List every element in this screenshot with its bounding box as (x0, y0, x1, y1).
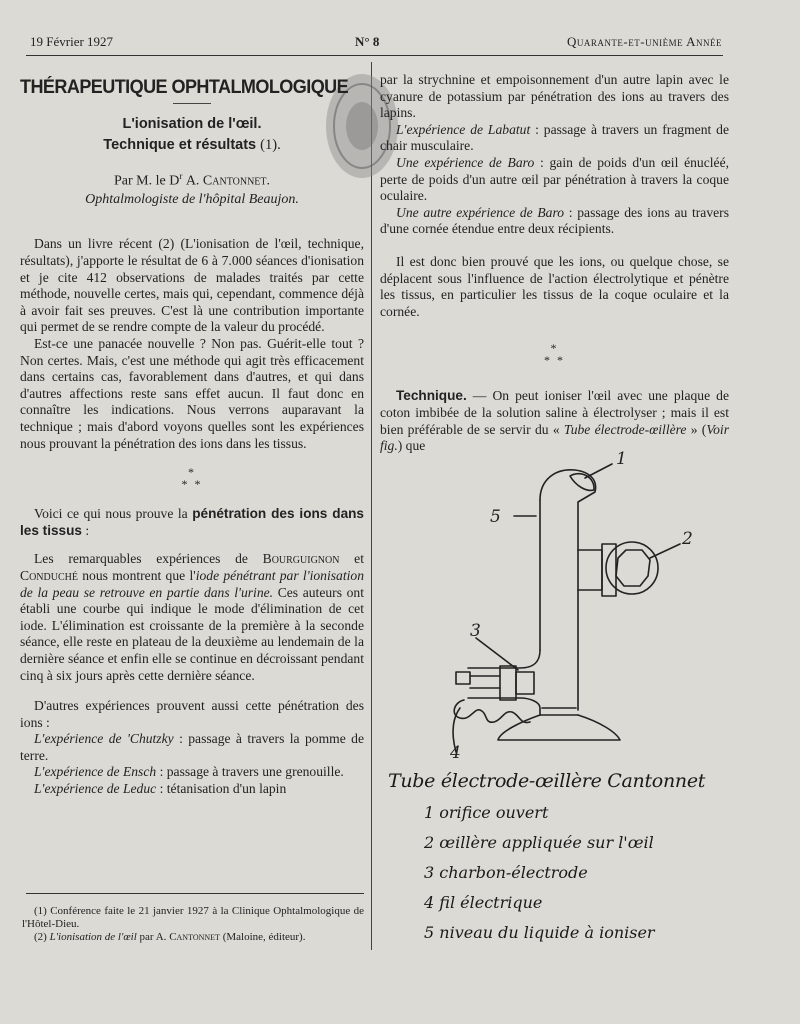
experiment-labatut (380, 122, 729, 155)
paragraph-penetration-intro (20, 506, 364, 539)
exp3-name: L'expérience de Leduc (34, 781, 157, 797)
r2-text: : passage à travers un fragment de chair musculaire. (380, 121, 729, 154)
footnotes (22, 905, 364, 944)
article-title-line-2 (20, 135, 364, 156)
r6-fig: Voir fig. (380, 421, 729, 454)
leader-3 (476, 638, 518, 670)
p4-name-conduche: Conduché (20, 567, 78, 583)
separator-star-top-right: * (550, 341, 559, 356)
exp2-text: : passage à travers une grenouille. (156, 764, 344, 780)
caption-item-5: 5 niveau du liquide à ioniser (424, 923, 655, 942)
exp2-name: L'expérience de Ensch (34, 764, 157, 780)
experiment-baro-1 (380, 155, 729, 205)
fn2-author: Cantonnet (169, 931, 220, 943)
r6-c: ) que (397, 438, 426, 454)
r6-tube: Tube électrode-œillère (563, 421, 687, 437)
r6-b: » ( (686, 421, 707, 437)
author-affiliation: Ophtalmologiste de l'hôpital Beaujon. (85, 191, 299, 207)
technique-heading: Technique. (396, 388, 467, 404)
exp1-text: : passage à travers la pomme de terre. (20, 731, 364, 763)
p3-tail: : (81, 522, 90, 538)
byline-prefix: Par M. le D (113, 173, 180, 189)
figure-label-4: 4 (450, 743, 461, 763)
experiment-chutzky (20, 731, 364, 764)
exp1-name: L'expérience de 'Chutzky (34, 731, 174, 747)
p3-bold: pénétration des ions dans les tissus (20, 506, 364, 538)
footnote-2 (22, 931, 364, 944)
figure-caption (380, 770, 729, 948)
caption-title: Tube électrode-œillère Cantonnet (388, 770, 706, 792)
tube-electrode-figure (380, 440, 729, 780)
figure-label-5: 5 (490, 507, 501, 527)
header-rule (26, 55, 723, 56)
r3-name: Une expérience de Baro (396, 154, 535, 170)
experiment-baro-2 (380, 205, 729, 238)
fn2-title: L'ionisation de l'œil (49, 931, 137, 943)
figure-label-3: 3 (470, 621, 481, 641)
right-column (380, 72, 729, 455)
separator-star-left: * (181, 477, 190, 492)
figure-label-2: 2 (682, 529, 693, 549)
footnote-ref-1: (1). (260, 136, 281, 153)
section-separator-right (380, 342, 729, 366)
r4-name: Une autre expérience de Baro (396, 204, 565, 220)
fn2-post: (Maloine, éditeur). (219, 931, 306, 943)
p4-b: et (339, 551, 364, 567)
electrode-holder (516, 672, 534, 694)
caption-item-2: 2 œillère appliquée sur l'œil (424, 833, 654, 852)
leader-1 (585, 464, 612, 478)
exp3-text: : tétanisation d'un lapin (156, 781, 287, 797)
paragraph-strychnine: par la strychnine et empoisonnement d'un autre lapin avec le cyanure de potassium par pénétration des ions au travers des lapins. (380, 72, 729, 121)
footnote-1: (1) Conférence faite le 21 janvier 1927 à la Clinique Ophtalmologique de l'Hôtel-Dieu. (22, 905, 364, 930)
byline-sup: r (179, 170, 183, 181)
caption-item-1: 1 orifice ouvert (424, 803, 549, 822)
p4-c: nous montrent que l' (77, 567, 196, 583)
paragraph-conclusion: Il est donc bien prouvé que les ions, ou quelque chose, se déplacent sous l'influence de l'action électrolytique et pénètre les tissus, en particulier les tissus de la coque oculaire et la cornée. (380, 253, 729, 319)
fn2-pre: (2) (34, 931, 50, 943)
leader-2 (650, 544, 680, 558)
p4-italic: iode pénétrant par l'ionisation de la peau se retrouve en partie dans l'urine. (20, 567, 364, 600)
paragraph-panacea: Est-ce une panacée nouvelle ? Non pas. Guérit-elle tout ? Non certes. Mais, c'est une méthode qui agit très efficacement dans certains cas, favorablement dans d'autres, et qui dans d'autres affections reste sans effet aucun. Il faut donc en connaître les indications. Nous verrons auparavant la technique ; mais d'abord voyons quelles sont les expériences nous prouvant la pénétration des ions dans les tissus. (20, 336, 364, 451)
p3-text: Voici ce qui nous prouve la (34, 506, 193, 522)
section-separator (20, 466, 364, 490)
r4-text: : passage des ions au travers d'une cornée étendue entre deux récipients. (380, 204, 729, 237)
issue-number: N° 8 (355, 34, 380, 49)
paragraph-other-experiments: D'autres expériences prouvent aussi cette pénétration des ions : (20, 698, 364, 730)
experiment-ensch (20, 764, 364, 781)
p4-a: Les remarquables expériences de (34, 551, 263, 567)
eyecup-inner (616, 550, 650, 586)
caption-item-4: 4 fil électrique (424, 893, 543, 912)
eyecup-collar (602, 544, 616, 596)
figure-label-1: 1 (616, 449, 627, 469)
separator-star-left-right: * (544, 353, 552, 368)
column-rule (371, 62, 372, 950)
p4-name-bourguignon: Bourguignon (262, 551, 340, 567)
p4-d: Ces auteurs ont établi une courbe qui indique le mode d'élimination de cet iode. L'élimination est croissante de la première à la seconde séance, elle reste en plateau de la deuxième au lendemain de la dernière séance et enfin elle se continue en décroissant pendant cinq à six jours après cette dernière séance. (20, 584, 364, 683)
separator-star-right: * (194, 477, 203, 492)
eyecup-neck (578, 550, 602, 590)
issue-date: 19 Février 1927 (30, 34, 114, 49)
author-name: A. Cantonnet. (185, 173, 271, 189)
r2-name: L'expérience de Labatut (396, 121, 531, 137)
article-title-line-1: L'ionisation de l'œil. (122, 115, 262, 132)
article-title (20, 114, 364, 156)
electrode-rod (470, 676, 500, 688)
caption-item-3: 3 charbon-électrode (424, 863, 588, 882)
electrode-cap (500, 666, 516, 700)
article-title-line-2-text: Technique et résultats (103, 136, 257, 153)
section-heading: THÉRAPEUTIQUE OPHTALMOLOGIQUE (20, 77, 349, 98)
section-rule (173, 103, 211, 104)
running-header (30, 34, 722, 54)
tube-base (498, 715, 620, 740)
separator-star-top: * (188, 465, 196, 480)
separator-star-right-right: * (557, 353, 565, 368)
paragraph-intro: Dans un livre récent (2) (L'ionisation de l'œil, technique, résultats), j'apporte le résultat de 6 à 7.000 séances d'ionisation et je cite 412 observations de malades traités par cette méthode, nouvelle certes, mais qui, cependant, commence déjà à avoir fait ses preuves. C'est là une contribution importante qui permet de se rendre compte de la valeur du procédé. (20, 236, 364, 335)
byline (20, 168, 364, 190)
left-column (20, 77, 364, 798)
fn2-mid: par A. (136, 931, 170, 943)
r6-a: — On peut ioniser l'œil avec une plaque de coton imbibée de la solution saline à électrolyser ; mais il est bien préférable de se servir du « (380, 388, 729, 437)
electric-wire (454, 700, 530, 723)
paragraph-bourguignon (20, 551, 364, 684)
base-neck (540, 708, 578, 715)
volume-year: Quarante-et-unième Année (567, 34, 722, 49)
experiment-leduc (20, 781, 364, 798)
r3-text: : gain de poids d'un œil énucléé, perte de poids d'un autre œil par pénétration à travers la coque oculaire. (380, 154, 730, 204)
footnote-rule (26, 893, 364, 894)
electrode-end (456, 672, 470, 684)
